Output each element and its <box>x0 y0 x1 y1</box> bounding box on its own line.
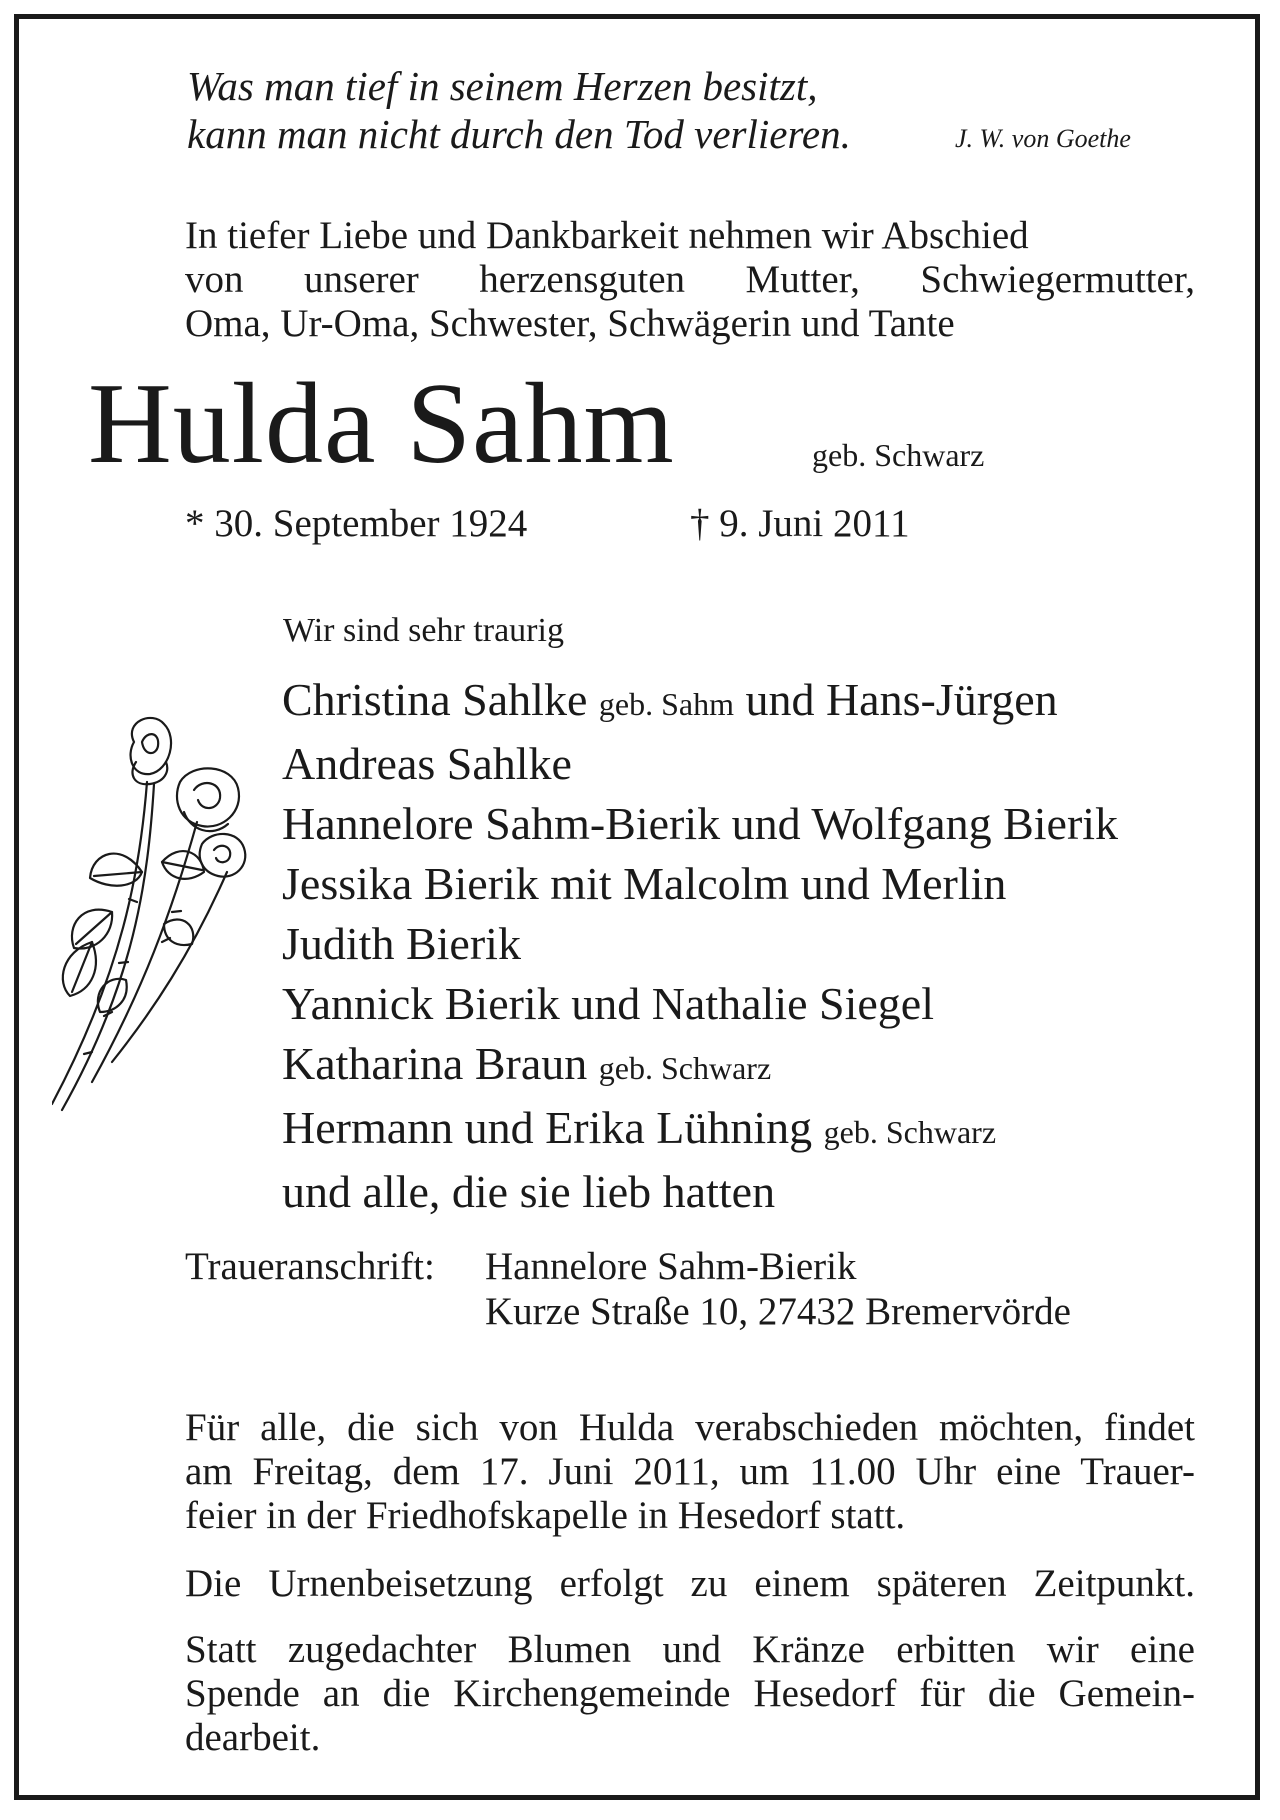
deceased-maiden-name: geb. Schwarz <box>812 437 985 473</box>
mourner-name: Christina Sahlke <box>282 674 588 725</box>
mourner-name: Judith Bierik <box>282 918 521 969</box>
intro-line-3: Oma, Ur-Oma, Schwester, Schwägerin und Tante <box>185 302 955 345</box>
mourner-line <box>282 914 1118 974</box>
quote-line-1: Was man tief in seinem Herzen besitzt, <box>187 63 818 109</box>
mourners-list <box>282 670 1118 1222</box>
mourner-line <box>282 974 1118 1034</box>
mourner-name: Katharina Braun <box>282 1038 588 1089</box>
quote-line-2: kann man nicht durch den Tod verlieren. <box>187 111 851 157</box>
notes-p1-line-2: am Freitag, dem 17. Juni 2011, um 11.00 Uhr eine Trauer- <box>185 1450 1195 1493</box>
address-label: Traueranschrift: <box>185 1245 435 1288</box>
mourner-name: Hermann und Erika Lühning <box>282 1102 813 1153</box>
mourner-line <box>282 1034 1118 1098</box>
mourner-maiden: geb. Schwarz <box>598 1050 772 1086</box>
mourner-line <box>282 670 1118 734</box>
mourner-maiden: geb. Sahm <box>598 686 734 722</box>
mourner-line <box>282 734 1118 794</box>
notes-p2: Die Urnenbeisetzung erfolgt zu einem späteren Zeitpunkt. <box>185 1562 1195 1605</box>
address-street: Kurze Straße 10, 27432 Bremervörde <box>485 1290 1071 1333</box>
notes-p1-line-1: Für alle, die sich von Hulda verabschieden möchten, findet <box>185 1406 1195 1449</box>
mourner-line <box>282 854 1118 914</box>
notes-p3-line-1: Statt zugedachter Blumen und Kränze erbitten wir eine <box>185 1628 1195 1671</box>
roses-illustration <box>52 712 262 1112</box>
mourner-name: Yannick Bierik und Nathalie Siegel <box>282 978 934 1029</box>
mourner-rest: und Hans-Jürgen <box>745 674 1058 725</box>
mourner-name: Jessika Bierik mit Malcolm und Merlin <box>282 858 1007 909</box>
mourners-intro: Wir sind sehr traurig <box>283 612 564 649</box>
mourner-line <box>282 1098 1118 1162</box>
birth-date: * 30. September 1924 <box>185 502 528 545</box>
notes-p3-line-3: dearbeit. <box>185 1716 321 1759</box>
notes-p3-line-2: Spende an die Kirchengemeinde Hesedorf für die Gemein- <box>185 1672 1195 1715</box>
deceased-name: Hulda Sahm <box>88 360 675 488</box>
intro-line-2: von unserer herzensguten Mutter, Schwiegermutter, <box>185 258 1195 301</box>
mourner-name: und alle, die sie lieb hatten <box>282 1166 776 1217</box>
mourner-maiden: geb. Schwarz <box>823 1114 997 1150</box>
intro-line-1: In tiefer Liebe und Dankbarkeit nehmen wir Abschied <box>185 214 1029 257</box>
death-date: † 9. Juni 2011 <box>690 502 910 545</box>
address-name: Hannelore Sahm-Bierik <box>485 1245 857 1288</box>
mourner-name: Hannelore Sahm-Bierik und Wolfgang Bierik <box>282 798 1119 849</box>
mourner-line <box>282 1162 1118 1222</box>
notes-p1-line-3: feier in der Friedhofskapelle in Hesedorf statt. <box>185 1494 906 1537</box>
quote-author: J. W. von Goethe <box>955 124 1131 153</box>
mourner-name: Andreas Sahlke <box>282 738 572 789</box>
mourner-line <box>282 794 1118 854</box>
